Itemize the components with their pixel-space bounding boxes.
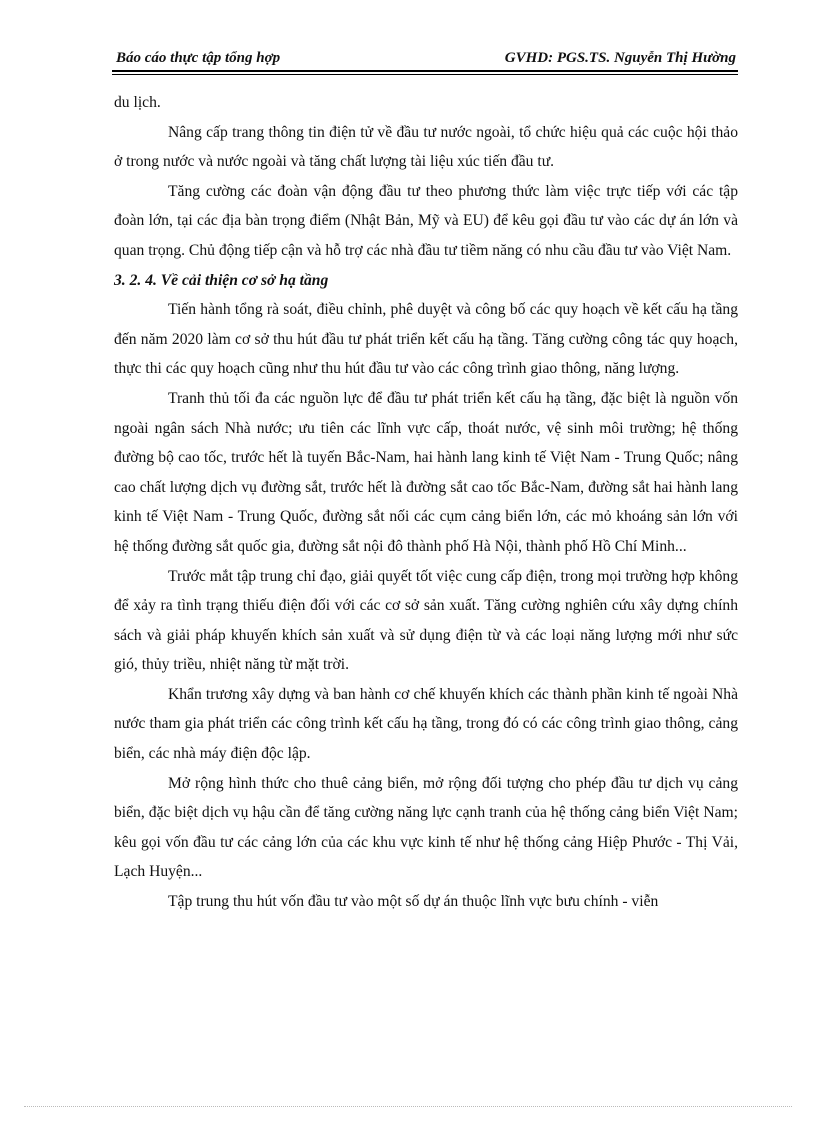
paragraph: Tiến hành tổng rà soát, điều chỉnh, phê duyệt và công bố các quy hoạch về kết cấu hạ tầng đến năm 2020 làm cơ sở thu hút đầu tư phát triển kết cấu hạ tầng. Tăng cường công tác quy hoạch, thực thi các quy hoạch cũng như thu hút đầu tư vào các công trình giao thông, năng lượng. — [114, 301, 738, 378]
header-rule-thick — [112, 70, 738, 72]
paragraph: Tăng cường các đoàn vận động đầu tư theo phương thức làm việc trực tiếp với các tập đoàn lớn, tại các địa bàn trọng điểm (Nhật Bản, Mỹ và EU) để kêu gọi đầu tư vào các dự án lớn và quan trọng. Chủ động tiếp cận và hỗ trợ các nhà đầu tư tiềm năng có nhu cầu đầu tư vào Việt Nam. — [114, 182, 738, 259]
header-supervisor: GVHD: PGS.TS. Nguyễn Thị Hường — [504, 50, 736, 66]
header-rule-thin — [112, 74, 738, 75]
document-body — [114, 88, 738, 917]
paragraph: Trước mắt tập trung chỉ đạo, giải quyết tốt việc cung cấp điện, trong mọi trường hợp không để xảy ra tình trạng thiếu điện đối với các cơ sở sản xuất. Tăng cường nghiên cứu xây dựng chính sách và giải pháp khuyến khích sản xuất và sử dụng điện từ và các loại năng lượng mới như sức gió, thủy triều, nhiệt năng từ mặt trời. — [114, 567, 738, 674]
header-report-title: Báo cáo thực tập tổng hợp — [116, 50, 281, 66]
paragraph-truncated: Tập trung thu hút vốn đầu tư vào một số dự án thuộc lĩnh vực bưu chính - viễn — [168, 893, 659, 911]
paragraph: Khẩn trương xây dựng và ban hành cơ chế khuyến khích các thành phần kinh tế ngoài Nhà nước tham gia phát triển các công trình kết cấu hạ tầng, trong đó có các công trình giao thông, cảng biển, các nhà máy điện độc lập. — [114, 685, 738, 763]
paragraph-continuation: du lịch. — [114, 94, 161, 111]
section-heading: 3. 2. 4. Về cải thiện cơ sở hạ tầng — [114, 271, 329, 289]
paragraph: Tranh thủ tối đa các nguồn lực để đầu tư phát triển kết cấu hạ tầng, đặc biệt là nguồn vốn ngoài ngân sách Nhà nước; ưu tiên các lĩnh vực cấp, thoát nước, vệ sinh môi trường; hệ thống đường bộ cao tốc, trước hết là tuyến Bắc-Nam, hai hành lang kinh tế Việt Nam - Trung Quốc; nâng cao chất lượng dịch vụ đường sắt, trước hết là đường sắt cao tốc Bắc-Nam, đường sắt hai hành lang kinh tế Việt Nam - Trung Quốc, đường sắt nối các cụm cảng biển lớn, các mỏ khoáng sản lớn với hệ thống đường sắt quốc gia, đường sắt nội đô thành phố Hà Nội, thành phố Hồ Chí Minh... — [114, 389, 738, 555]
paragraph: Mở rộng hình thức cho thuê cảng biển, mở rộng đối tượng cho phép đầu tư dịch vụ cảng biển, đặc biệt dịch vụ hậu cần để tăng cường năng lực cạnh tranh của hệ thống cảng biển Việt Nam; kêu gọi vốn đầu tư các cảng lớn của các khu vực kinh tế như hệ thống cảng Hiệp Phước - Thị Vải, Lạch Huyện... — [114, 774, 738, 881]
page-header — [112, 46, 738, 70]
paragraph: Nâng cấp trang thông tin điện tử về đầu tư nước ngoài, tổ chức hiệu quả các cuộc hội thảo ở trong nước và nước ngoài và tăng chất lượng tài liệu xúc tiến đầu tư. — [114, 123, 738, 171]
page-bottom-dotted-line — [24, 1106, 792, 1107]
